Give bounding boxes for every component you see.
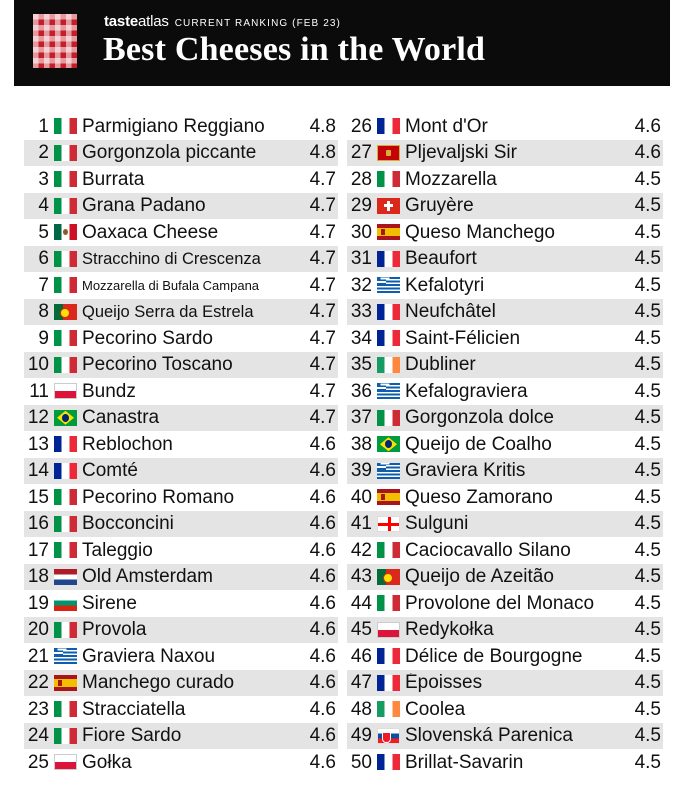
rank-number: 12: [27, 407, 49, 429]
rank-number: 17: [27, 539, 49, 561]
flag-it-icon: [54, 516, 77, 532]
cheese-name: Redykołka: [405, 620, 494, 640]
rank-number: 37: [350, 407, 372, 429]
cheese-name: Coolea: [405, 699, 466, 719]
rank-number: 31: [350, 248, 372, 270]
flag-it-icon: [54, 701, 77, 717]
cheese-score: 4.5: [634, 725, 661, 747]
cheese-score: 4.5: [634, 433, 661, 455]
brand-line: [104, 13, 341, 29]
flag-it-icon: [54, 489, 77, 505]
rank-number: 50: [350, 751, 372, 773]
flag-ge-icon: [377, 516, 400, 532]
rank-number: 28: [350, 168, 372, 190]
rank-number: 21: [27, 645, 49, 667]
cheese-name: Bundz: [82, 381, 136, 401]
ranking-row: [24, 246, 338, 273]
cheese-score: 4.5: [634, 354, 661, 376]
cheese-score: 4.6: [309, 486, 336, 508]
ranking-row: [347, 723, 663, 750]
cheese-name: Pljevaljski Sir: [405, 143, 517, 163]
ranking-row: [347, 617, 663, 644]
cheese-name: Gołka: [82, 752, 132, 772]
ranking-row: [347, 113, 663, 140]
cheese-name: Sirene: [82, 593, 137, 613]
cheese-score: 4.6: [309, 698, 336, 720]
ranking-row: [24, 352, 338, 379]
cheese-name: Queijo de Coalho: [405, 434, 552, 454]
ranking-row: [24, 325, 338, 352]
cheese-score: 4.6: [309, 460, 336, 482]
ranking-row: [24, 299, 338, 326]
cheese-score: 4.6: [309, 751, 336, 773]
ranking-row: [24, 272, 338, 299]
cheese-name: Provola: [82, 620, 147, 640]
flag-gr-icon: [377, 383, 400, 399]
flag-it-icon: [377, 542, 400, 558]
flag-it-icon: [54, 251, 77, 267]
cheese-score: 4.6: [309, 566, 336, 588]
cheese-score: 4.5: [634, 672, 661, 694]
rank-number: 18: [27, 566, 49, 588]
cheese-score: 4.7: [309, 380, 336, 402]
cheese-name: Reblochon: [82, 434, 173, 454]
cheese-score: 4.7: [309, 168, 336, 190]
rank-number: 14: [27, 460, 49, 482]
rank-number: 19: [27, 592, 49, 614]
flag-ie-icon: [377, 701, 400, 717]
rank-number: 13: [27, 433, 49, 455]
cheese-name: Pecorino Sardo: [82, 328, 213, 348]
cheese-name: Délice de Bourgogne: [405, 646, 583, 666]
rank-number: 24: [27, 725, 49, 747]
rank-number: 15: [27, 486, 49, 508]
cheese-name: Oaxaca Cheese: [82, 222, 219, 242]
cheese-name: Taleggio: [82, 540, 153, 560]
ranking-row: [24, 564, 338, 591]
cheese-score: 4.5: [634, 327, 661, 349]
cheese-score: 4.5: [634, 407, 661, 429]
rank-number: 10: [27, 354, 49, 376]
ranking-row: [347, 272, 663, 299]
rank-number: 23: [27, 698, 49, 720]
flag-es-icon: [377, 489, 400, 505]
ranking-row: [24, 696, 338, 723]
cheese-score: 4.5: [634, 301, 661, 323]
cheese-score: 4.5: [634, 592, 661, 614]
flag-it-icon: [54, 277, 77, 293]
rank-number: 5: [38, 221, 49, 243]
cheese-score: 4.6: [309, 513, 336, 535]
cheese-score: 4.7: [309, 221, 336, 243]
cheese-name: Graviera Kritis: [405, 461, 526, 481]
flag-fr-icon: [377, 754, 400, 770]
brand-part1: taste: [104, 13, 139, 30]
ranking-row: [24, 378, 338, 405]
ranking-row: [347, 590, 663, 617]
ranking-row: [24, 511, 338, 538]
cheese-score: 4.6: [634, 115, 661, 137]
ranking-row: [347, 537, 663, 564]
ranking-row: [347, 246, 663, 273]
ranking-row: [347, 166, 663, 193]
ranking-row: [347, 378, 663, 405]
rank-number: 1: [38, 115, 49, 137]
rank-number: 41: [350, 513, 372, 535]
cheese-name: Pecorino Toscano: [82, 355, 233, 375]
rank-number: 44: [350, 592, 372, 614]
ranking-row: [347, 564, 663, 591]
cheese-score: 4.5: [634, 751, 661, 773]
ranking-row: [347, 219, 663, 246]
page-title: Best Cheeses in the World: [103, 31, 486, 68]
flag-pl-icon: [377, 622, 400, 638]
ranking-row: [347, 352, 663, 379]
flag-it-icon: [54, 542, 77, 558]
flag-it-icon: [54, 330, 77, 346]
flag-it-icon: [54, 728, 77, 744]
ranking-row: [347, 458, 663, 485]
cheese-score: 4.7: [309, 354, 336, 376]
cheese-score: 4.5: [634, 460, 661, 482]
ranking-row: [24, 723, 338, 750]
cheese-name: Gruyère: [405, 196, 474, 216]
rank-number: 43: [350, 566, 372, 588]
cheese-name: Caciocavallo Silano: [405, 540, 571, 560]
cheese-name: Mozzarella di Bufala Campana: [82, 278, 260, 292]
ranking-row: [347, 140, 663, 167]
ranking-row: [24, 537, 338, 564]
rank-number: 49: [350, 725, 372, 747]
cheese-score: 4.5: [634, 380, 661, 402]
cheese-score: 4.5: [634, 619, 661, 641]
rank-number: 4: [38, 195, 49, 217]
cheese-score: 4.5: [634, 645, 661, 667]
rank-number: 32: [350, 274, 372, 296]
rank-number: 48: [350, 698, 372, 720]
flag-es-icon: [54, 675, 77, 691]
ranking-column-right: [347, 113, 663, 776]
ranking-row: [347, 511, 663, 538]
rank-number: 8: [38, 301, 49, 323]
tablecloth-logo-icon: [33, 14, 77, 68]
cheese-score: 4.7: [309, 301, 336, 323]
ranking-row: [24, 113, 338, 140]
flag-gr-icon: [54, 648, 77, 664]
rank-number: 22: [27, 672, 49, 694]
flag-it-icon: [54, 622, 77, 638]
rank-number: 40: [350, 486, 372, 508]
cheese-score: 4.5: [634, 539, 661, 561]
cheese-name: Stracciatella: [82, 699, 186, 719]
cheese-score: 4.7: [309, 327, 336, 349]
cheese-name: Bocconcini: [82, 514, 174, 534]
cheese-name: Gorgonzola piccante: [82, 143, 257, 163]
flag-it-icon: [377, 595, 400, 611]
ranking-row: [347, 405, 663, 432]
rank-number: 47: [350, 672, 372, 694]
rank-number: 42: [350, 539, 372, 561]
ranking-row: [347, 299, 663, 326]
cheese-score: 4.6: [309, 725, 336, 747]
ranking-row: [24, 140, 338, 167]
cheese-score: 4.5: [634, 486, 661, 508]
cheese-name: Mozzarella: [405, 169, 497, 189]
rank-number: 35: [350, 354, 372, 376]
ranking-row: [24, 749, 338, 776]
cheese-score: 4.5: [634, 566, 661, 588]
ranking-row: [347, 325, 663, 352]
rank-number: 45: [350, 619, 372, 641]
ranking-row: [24, 590, 338, 617]
ranking-row: [24, 458, 338, 485]
brand-logo: [104, 13, 169, 30]
rank-number: 7: [38, 274, 49, 296]
cheese-score: 4.6: [309, 645, 336, 667]
rank-number: 6: [38, 248, 49, 270]
flag-ie-icon: [377, 357, 400, 373]
cheese-name: Burrata: [82, 169, 145, 189]
cheese-name: Queso Zamorano: [405, 487, 553, 507]
flag-pl-icon: [54, 383, 77, 399]
cheese-name: Old Amsterdam: [82, 567, 213, 587]
cheese-name: Comté: [82, 461, 138, 481]
cheese-name: Graviera Naxou: [82, 646, 216, 666]
ranking-row: [347, 643, 663, 670]
brand-part2: atlas: [138, 13, 169, 30]
flag-gr-icon: [377, 277, 400, 293]
cheese-score: 4.5: [634, 274, 661, 296]
cheese-score: 4.7: [309, 248, 336, 270]
ranking-row: [24, 405, 338, 432]
cheese-name: Queijo de Azeitão: [405, 567, 554, 587]
cheese-name: Stracchino di Crescenza: [82, 250, 261, 267]
flag-fr-icon: [377, 118, 400, 134]
ranking-row: [347, 484, 663, 511]
flag-fr-icon: [377, 251, 400, 267]
cheese-name: Parmigiano Reggiano: [82, 116, 265, 136]
cheese-score: 4.5: [634, 513, 661, 535]
ranking-row: [24, 670, 338, 697]
flag-it-icon: [54, 118, 77, 134]
flag-es-icon: [377, 224, 400, 240]
flag-it-icon: [54, 145, 77, 161]
cheese-score: 4.5: [634, 195, 661, 217]
flag-fr-icon: [54, 436, 77, 452]
rank-number: 46: [350, 645, 372, 667]
cheese-name: Kefalotyri: [405, 275, 485, 295]
flag-it-icon: [377, 410, 400, 426]
rank-number: 34: [350, 327, 372, 349]
flag-gr-icon: [377, 463, 400, 479]
rank-number: 11: [29, 380, 49, 402]
flag-pl-icon: [54, 754, 77, 770]
cheese-score: 4.8: [309, 142, 336, 164]
cheese-score: 4.5: [634, 248, 661, 270]
cheese-name: Gorgonzola dolce: [405, 408, 554, 428]
ranking-row: [347, 193, 663, 220]
ranking-row: [24, 431, 338, 458]
ranking-row: [24, 484, 338, 511]
cheese-score: 4.8: [309, 115, 336, 137]
flag-br-icon: [54, 410, 77, 426]
cheese-score: 4.6: [309, 619, 336, 641]
cheese-name: Beaufort: [405, 249, 477, 269]
cheese-score: 4.5: [634, 698, 661, 720]
flag-bg-icon: [54, 595, 77, 611]
cheese-name: Pecorino Romano: [82, 487, 235, 507]
ranking-row: [347, 670, 663, 697]
rank-number: 25: [27, 751, 49, 773]
flag-fr-icon: [377, 304, 400, 320]
cheese-name: Kefalograviera: [405, 381, 528, 401]
rank-number: 2: [38, 142, 49, 164]
ranking-row: [24, 219, 338, 246]
rank-number: 39: [350, 460, 372, 482]
rank-number: 27: [350, 142, 372, 164]
flag-pt-icon: [54, 304, 77, 320]
cheese-score: 4.7: [309, 195, 336, 217]
rank-number: 36: [350, 380, 372, 402]
rank-number: 20: [27, 619, 49, 641]
flag-fr-icon: [54, 463, 77, 479]
ranking-row: [347, 749, 663, 776]
cheese-score: 4.6: [309, 672, 336, 694]
flag-mx-icon: [54, 224, 77, 240]
cheese-name: Provolone del Monaco: [405, 593, 595, 613]
cheese-name: Brillat-Savarin: [405, 752, 524, 772]
rank-number: 26: [350, 115, 372, 137]
cheese-name: Slovenská Parenica: [405, 726, 573, 746]
rank-number: 9: [38, 327, 49, 349]
flag-it-icon: [54, 198, 77, 214]
ranking-row: [347, 431, 663, 458]
cheese-name: Manchego curado: [82, 673, 235, 693]
cheese-name: Grana Padano: [82, 196, 206, 216]
ranking-row: [24, 617, 338, 644]
cheese-name: Canastra: [82, 408, 160, 428]
flag-fr-icon: [377, 330, 400, 346]
flag-sk-icon: [377, 728, 400, 744]
cheese-name: Mont d'Or: [405, 116, 488, 136]
flag-ch-icon: [377, 198, 400, 214]
ranking-column-left: [24, 113, 338, 776]
cheese-score: 4.6: [309, 539, 336, 561]
cheese-score: 4.6: [309, 592, 336, 614]
flag-it-icon: [54, 171, 77, 187]
flag-me-icon: [377, 145, 400, 161]
cheese-name: Sulguni: [405, 514, 469, 534]
cheese-name: Fiore Sardo: [82, 726, 182, 746]
flag-it-icon: [377, 171, 400, 187]
flag-fr-icon: [377, 675, 400, 691]
ranking-row: [347, 696, 663, 723]
flag-nl-icon: [54, 569, 77, 585]
cheese-score: 4.5: [634, 168, 661, 190]
cheese-score: 4.6: [634, 142, 661, 164]
flag-br-icon: [377, 436, 400, 452]
flag-fr-icon: [377, 648, 400, 664]
rank-number: 33: [350, 301, 372, 323]
flag-it-icon: [54, 357, 77, 373]
cheese-score: 4.7: [309, 274, 336, 296]
cheese-name: Queso Manchego: [405, 222, 555, 242]
cheese-name: Dubliner: [405, 355, 476, 375]
ranking-label: CURRENT RANKING (FEB 23): [174, 18, 341, 29]
cheese-score: 4.5: [634, 221, 661, 243]
cheese-name: Queijo Serra da Estrela: [82, 303, 254, 320]
ranking-row: [24, 193, 338, 220]
header-banner: [14, 0, 670, 86]
rank-number: 3: [38, 168, 49, 190]
rank-number: 38: [350, 433, 372, 455]
ranking-row: [24, 166, 338, 193]
rank-number: 29: [350, 195, 372, 217]
cheese-score: 4.7: [309, 407, 336, 429]
ranking-row: [24, 643, 338, 670]
rank-number: 16: [27, 513, 49, 535]
cheese-name: Neufchâtel: [405, 302, 496, 322]
flag-pt-icon: [377, 569, 400, 585]
rank-number: 30: [350, 221, 372, 243]
cheese-score: 4.6: [309, 433, 336, 455]
cheese-name: Saint-Félicien: [405, 328, 521, 348]
cheese-name: Époisses: [405, 673, 483, 693]
